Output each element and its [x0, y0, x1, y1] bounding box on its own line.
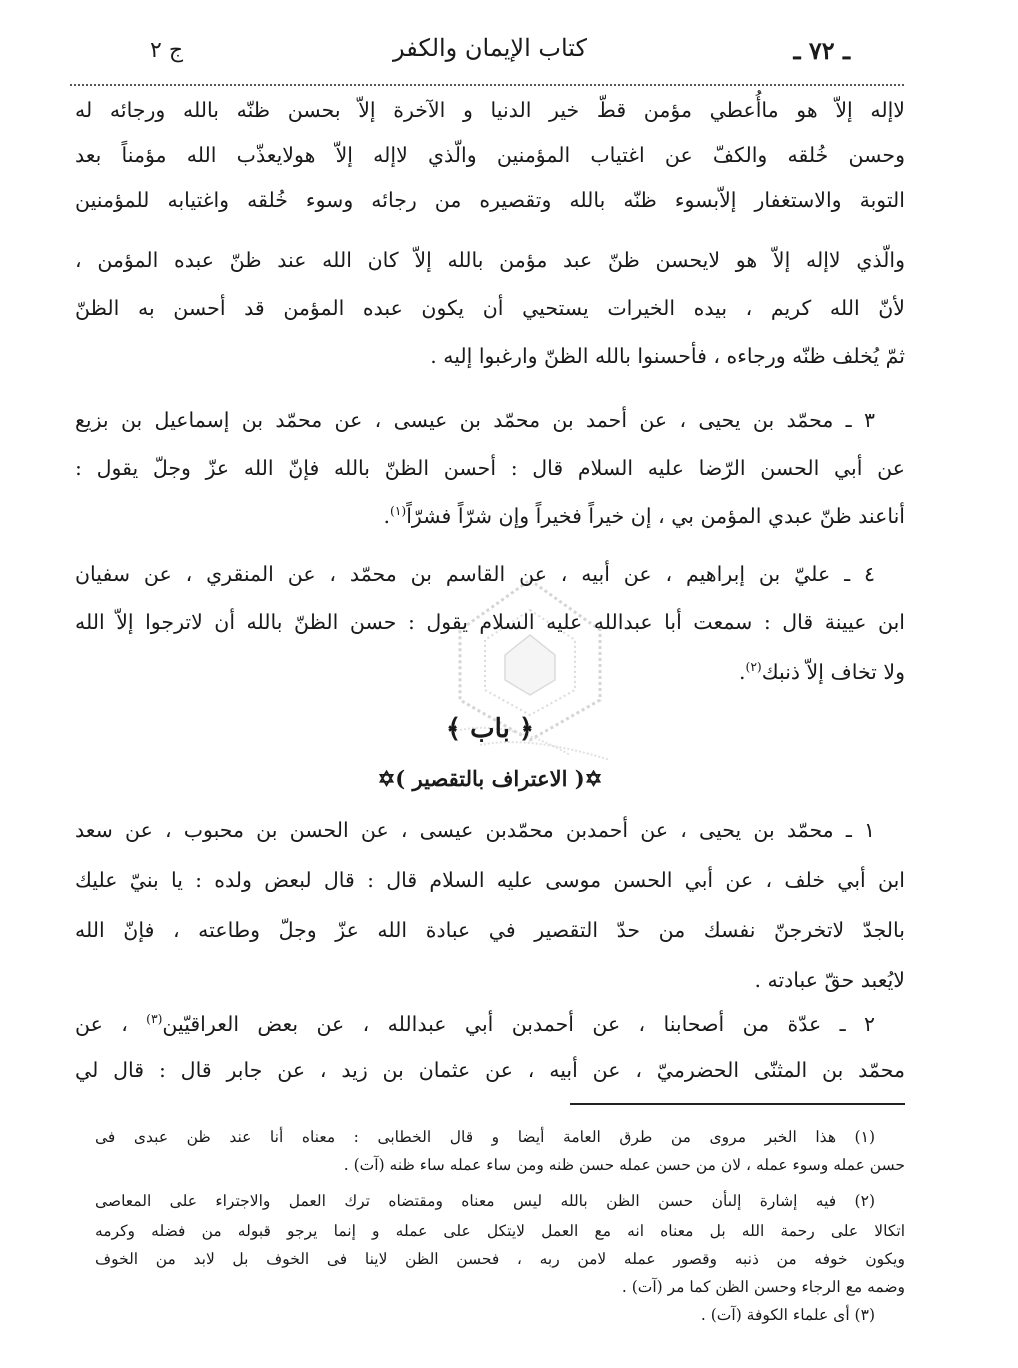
text-line-content: ولا تخاف إلاّ ذنبك: [761, 660, 905, 684]
chapter-title: ﴿ باب ﴾: [445, 714, 535, 744]
footnote-3: (٣) أى علماء الكوفة (آت) .: [700, 1306, 875, 1324]
footnote-2-cont: اتكالا على رحمة الله بل معناه انه مع العمل لايتكل على عمله و إنما يرجو قبوله من فضله وكرمه: [95, 1222, 905, 1240]
footnote-divider: [570, 1103, 905, 1105]
text-line: بالجدّ لاتخرجنّ نفسك من حدّ التقصير في عبادة الله عزّ وجلّ وطاعته ، فإنّ الله: [75, 918, 905, 942]
text-line-content: ٢ ـ عدّة من أصحابنا ، عن أحمدبن أبي عبدالله ، عن بعض العراقيّين: [162, 1012, 875, 1036]
text-line: [75, 1012, 875, 1056]
footnote-ref-2[interactable]: (٢): [745, 660, 762, 675]
running-title: كتاب الإيمان والكفر: [393, 34, 587, 62]
text-line: لاإله إلاّ هو ماأُعطي مؤمن قطّ خير الدنيا و الآخرة إلاّ بحسن ظنّه بالله ورجائه له: [75, 98, 905, 122]
header-divider: [70, 84, 904, 86]
page-number: ـ ٧٢ ـ: [793, 36, 850, 65]
text-line: لأنّ الله كريم ، بيده الخيرات يستحيي أن يكون عبده المؤمن قد أحسن به الظنّ: [75, 296, 905, 320]
text-line-content: أناعند ظنّ عبدي المؤمن بي ، إن خيراً فخيراً وإن شرّاً فشرّاً: [406, 504, 905, 528]
footnote-2-cont: ويكون خوفه من ذنبه وقصور عمله لامن ربه ، فحسن الظن لاينا فى الخوف بل لابد من الخوف: [95, 1250, 905, 1268]
footnote-2-cont: وضمه مع الرجاء وحسن الظن كما مر (آت) .: [621, 1278, 905, 1296]
footnote-2: (٢) فيه إشارة إلىأن حسن الظن بالله ليس معناه ومقتضاه ترك العمل والاجتراء على المعاصى: [95, 1192, 875, 1210]
text-line: ثمّ يُخلف ظنّه ورجاءه ، فأحسنوا بالله الظنّ وارغبوا إليه .: [430, 344, 905, 368]
text-line: ٣ ـ محمّد بن يحيى ، عن أحمد بن محمّد بن عيسى ، عن محمّد بن إسماعيل بن بزيع: [75, 408, 875, 432]
text-line: عن أبي الحسن الرّضا عليه السلام قال : أحسن الظنّ بالله فإنّ الله عزّ وجلّ يقول :: [75, 456, 905, 480]
text-line: وحسن خُلقه والكفّ عن اغتياب المؤمنين والّذي لاإله إلاّ هولايعذّب الله مؤمناً بعد: [75, 143, 905, 167]
text-line: التوبة والاستغفار إلاّبسوء ظنّه بالله وتقصيره من رجائه وسوء خُلقه واغتيابه للمؤمنين: [75, 188, 905, 212]
text-line: ابن عيينة قال : سمعت أبا عبدالله عليه السلام يقول : حسن الظنّ بالله أن لاترجوا إلاّ الله: [75, 610, 905, 634]
footnote-ref-3[interactable]: (٣): [146, 1012, 163, 1027]
text-line: ابن أبي خلف ، عن أبي الحسن موسى عليه السلام قال : قال لبعض ولده : يا بنيّ عليك: [75, 868, 905, 892]
text-line: [75, 660, 905, 704]
footnote-1: (١) هذا الخبر مروى من طرق العامة أيضا و قال الخطابى : معناه أنا عند ظن عبدى فى: [95, 1128, 875, 1146]
text-line: لايُعبد حقّ عبادته .: [754, 968, 905, 992]
period: .: [383, 504, 390, 528]
text-line-content: ، عن: [75, 1012, 128, 1036]
text-line: [75, 504, 905, 548]
chapter-subtitle: ✡( الاعتراف بالتقصير )✡: [377, 766, 603, 791]
text-line: والّذي لاإله إلاّ هو لايحسن ظنّ عبد مؤمن بالله إلاّ كان الله عند ظنّ عبده المؤمن ،: [75, 248, 905, 272]
text-line: ٤ ـ عليّ بن إبراهيم ، عن أبيه ، عن القاسم بن محمّد ، عن المنقري ، عن سفيان: [75, 562, 875, 586]
text-line: ١ ـ محمّد بن يحيى ، عن أحمدبن محمّدبن عيسى ، عن الحسن بن محبوب ، عن سعد: [75, 818, 875, 842]
footnote-ref-1[interactable]: (١): [389, 504, 407, 519]
page-header: [80, 36, 900, 76]
footnote-1-cont: حسن عمله وسوء عمله ، لان من حسن عمله حسن ظنه ومن ساء عمله ساء ظنه (آت) .: [343, 1156, 905, 1174]
text-line: محمّد بن المثنّى الحضرميّ ، عن أبيه ، عن عثمان بن زيد ، عن جابر قال : قال لي: [75, 1058, 905, 1082]
volume-label: ج ٢: [150, 38, 184, 63]
period: .: [738, 660, 746, 684]
